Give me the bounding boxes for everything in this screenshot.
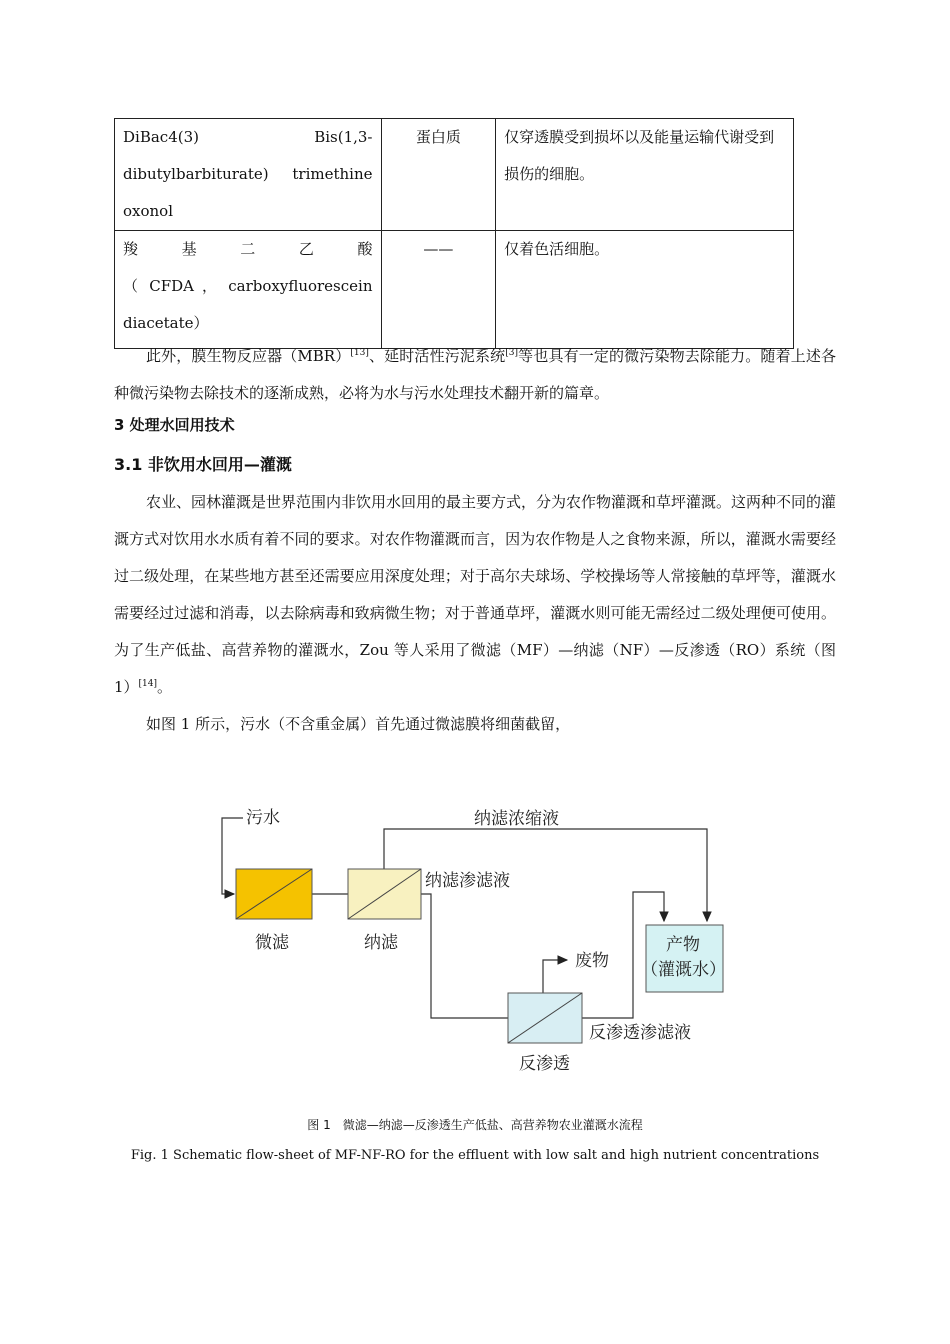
ro-permeate-label: 反渗透渗滤液 [589,1023,691,1043]
waste-line [543,960,567,993]
section-heading: 3 处理水回用技术 [114,416,235,434]
paragraph-mbr [114,338,836,412]
dye-name-line: 羧 基 二 乙 酸 [123,240,373,258]
text-segment: 、延时活性污泥系统 [368,347,506,365]
subsection-heading: 3.1 非饮用水回用—灌溉 [114,455,292,474]
dye-name-line: diacetate） [123,314,209,332]
nf-permeate-line [421,894,508,1018]
mf-label: 微滤 [255,933,289,953]
target-cell: 蛋白质 [381,119,496,231]
nf-label: 纳滤 [364,933,398,953]
citation: [13] [350,348,369,358]
figure-caption-en: Fig. 1 Schematic flow-sheet of MF-NF-RO for the effluent with low salt and high nutrient concentrations [130,1148,820,1163]
paragraph-figure-intro: 如图 1 所示，污水（不含重金属）首先通过微滤膜将细菌截留， [146,715,571,733]
text-segment: 农业、园林灌溉是世界范围内非饮用水回用的最主要方式，分为农作物灌溉和草坪灌溉。这两种不同的灌溉方式对饮用水水质有着不同的要求。对农作物灌溉而言，因为农作物是人之食物来源，所以，灌溉水需要经过二级处理，在某些地方甚至还需要应用深度处理；对于高尔夫球场、学校操场等人常接触的草坪等，灌溉水需要经过过滤和消毒，以去除病毒和致病微生物；对于普通草坪，灌溉水则可能无需经过二级处理便可使用。为了生产低盐、高营养物的灌溉水，Zou 等人采用了微滤（MF）—纳滤（NF）—反渗透（RO）系统（图 1） [114,493,837,696]
table-row [115,231,794,349]
dye-name-cell [115,231,382,349]
dye-name-line: DiBac4(3) Bis(1,3- [123,128,373,146]
product-sublabel: （灌溉水） [641,960,726,980]
waste-label: 废物 [575,951,609,971]
product-label: 产物 [666,935,700,955]
text-segment: 。 [157,678,173,696]
ro-label: 反渗透 [519,1054,570,1074]
dye-name-line: dibutylbarbiturate) trimethine oxonol [123,165,373,220]
table-row [115,119,794,231]
description-cell: 仅着色活细胞。 [496,231,794,349]
membrane-dye-table [114,118,794,349]
text-segment: 此外，膜生物反应器（MBR） [146,347,351,365]
citation: [3] [505,348,519,358]
nf-permeate-label: 纳滤渗滤液 [425,871,510,891]
sewage-label: 污水 [246,808,280,828]
figure-caption-cn: 图 1 微滤—纳滤—反渗透生产低盐、高营养物农业灌溉水流程 [307,1118,643,1132]
dye-name-cell [115,119,382,231]
description-cell: 仅穿透膜受到损坏以及能量运输代谢受到损伤的细胞。 [496,119,794,231]
text-segment: 等也具有一定的微污染物去除能力。随着上述各种微污染物去除技术的逐渐成熟，必将为水与污水处理技术翻开新的篇章。 [114,347,836,402]
flow-diagram [0,790,950,1090]
dye-name-line: （ CFDA ， carboxyfluorescein [123,277,373,295]
nf-concentrate-label: 纳滤浓缩液 [474,809,559,829]
paragraph-irrigation [114,484,836,706]
citation: [14] [138,679,158,689]
target-cell: —— [381,231,496,349]
